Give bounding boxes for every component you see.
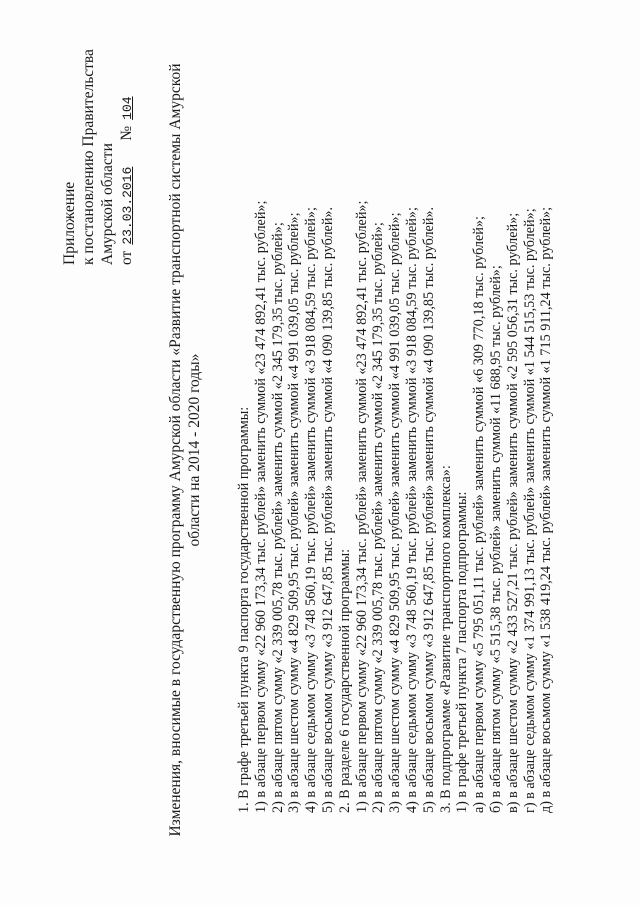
body-line: 2) в абзаце пятом сумму «2 339 005,78 тыс. рублей» заменить суммой «2 345 179,35 тыс. рублей»; <box>370 222 387 813</box>
body-line: 2. В разделе 6 государственной программы: <box>336 548 353 813</box>
body-line: 1) в графе третьей пункта 7 паспорта подпрограммы: <box>454 491 471 813</box>
body-line: 1) в абзаце первом сумму «22 960 173,34 тыс. рублей» заменить суммой «23 474 892,41 тыс. рублей»; <box>252 200 269 813</box>
body-line: д) в абзаце восьмом сумму «1 538 419,24 тыс. рублей» заменить суммой «1 715 911,24 тыс. рублей»; <box>538 206 555 813</box>
date-prefix: от <box>118 250 135 265</box>
body-line: 1) в абзаце первом сумму «22 960 173,34 тыс. рублей» заменить суммой «23 474 892,41 тыс. рублей»; <box>353 200 370 813</box>
appendix-date-row <box>117 35 137 265</box>
body-line: 3) в абзаце шестом сумму «4 829 509,95 тыс. рублей» заменить суммой «4 991 039,05 тыс. рублей»; <box>286 212 303 813</box>
document-heading <box>166 55 204 845</box>
appendix-decree: к постановлению Правительства <box>80 49 97 265</box>
appendix-title: Приложение <box>61 181 78 265</box>
body-line: б) в абзаце пятом сумму «5 515,38 тыс. рублей» заменить суммой «11 688,95 тыс. рублей»; <box>487 265 504 813</box>
document-body <box>236 13 555 813</box>
body-line: 4) в абзаце седьмом сумму «3 748 560,19 тыс. рублей» заменить суммой «3 918 084,59 тыс. рублей»; <box>303 207 320 813</box>
heading-line-1: Изменения, вносимые в государственную программу Амурской области «Развитие транспортной системы Амурской <box>167 63 184 837</box>
body-line: 5) в абзаце восьмом сумму «3 912 647,85 тыс. рублей» заменить суммой «4 090 139,85 тыс. рублей». <box>319 206 336 813</box>
body-line: 3. В подпрограмме «Развитие транспортного комплекса»: <box>437 465 454 813</box>
appendix-block <box>60 35 137 265</box>
body-line: 3) в абзаце шестом сумму «4 829 509,95 тыс. рублей» заменить суммой «4 991 039,05 тыс. рублей»; <box>387 212 404 813</box>
body-line: 5) в абзаце восьмом сумму «3 912 647,85 тыс. рублей» заменить суммой «4 090 139,85 тыс. рублей». <box>420 206 437 813</box>
body-line: в) в абзаце шестом сумму «2 433 527,21 тыс. рублей» заменить суммой «2 595 056,31 тыс. рублей»; <box>504 212 521 813</box>
decree-number: 104 <box>120 96 135 120</box>
number-prefix: № <box>118 125 135 141</box>
body-line: г) в абзаце седьмом сумму «1 374 991,13 тыс. рублей» заменить суммой «1 544 515,53 тыс. рублей»; <box>521 208 538 813</box>
body-line: а) в абзаце первом сумму «5 795 051,11 тыс. рублей» заменить суммой «6 309 770,18 тыс. рублей»; <box>471 216 488 813</box>
body-line: 1. В графе третьей пункта 9 паспорта государственной программы: <box>236 406 252 813</box>
heading-line-2: области на 2014 - 2020 годы» <box>186 353 203 547</box>
body-line: 4) в абзаце седьмом сумму «3 748 560,19 тыс. рублей» заменить суммой «3 918 084,59 тыс. рублей»; <box>403 207 420 813</box>
appendix-region: Амурской области <box>99 143 116 265</box>
body-line: 2) в абзаце пятом сумму «2 339 005,78 тыс. рублей» заменить суммой «2 345 179,35 тыс. рублей»; <box>269 222 286 813</box>
decree-date: 23.03.2016 <box>120 166 135 245</box>
